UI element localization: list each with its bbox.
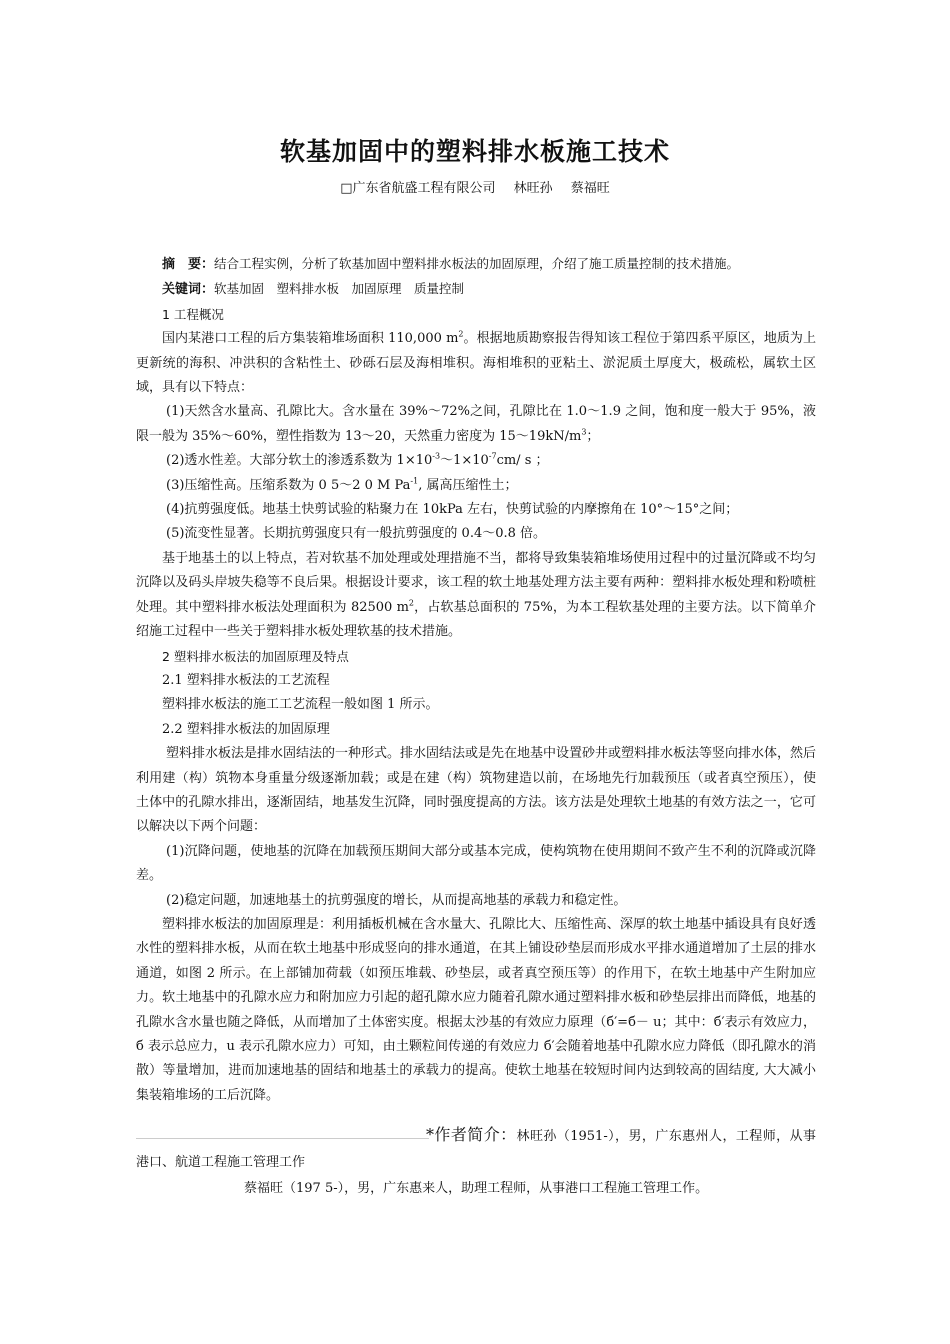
abstract-text: 结合工程实例，分析了软基加固中塑料排水板法的加固原理，介绍了施工质量控制的技术措施。 <box>214 256 740 271</box>
footnote <box>136 1122 816 1202</box>
list-item: (5)流变性显著。长期抗剪强度只有一般抗剪强度的 0.4～0.8 倍。 <box>166 526 547 542</box>
list-item: (1)天然含水量高、孔隙比大。含水量在 39%～72%之间，孔隙比在 1.0～1.9 之间，饱和度一般大于 95%，液限一般为 35%～60%，塑性指数为 13～20，天然重力密度为 $15\sim 19kN/m^3$； <box>136 404 816 444</box>
list-item: (3)压缩性高。压缩系数为 0 5～2 0 M $Pa^{-1}$, 属高压缩性土； <box>166 476 518 493</box>
list-item: (4)抗剪强度低。地基土快剪试验的粘聚力在 10kPa 左右，快剪试验的内摩擦角在 10°～15°之间； <box>166 502 739 518</box>
keywords-text: 软基加固 塑料排水板 加固原理 质量控制 <box>214 281 465 297</box>
abstract <box>136 252 816 277</box>
author-affiliation: □广东省航盛工程有限公司 <box>340 181 496 196</box>
paper-title: 软基加固中的塑料排水板施工技术 <box>279 137 670 166</box>
section-heading: 2 塑料排水板法的加固原理及特点 <box>162 648 349 664</box>
keywords <box>136 277 816 302</box>
paper-body <box>136 252 816 1108</box>
section-heading: 1 工程概况 <box>162 306 224 322</box>
footnote-label: *作者简介： <box>426 1125 517 1144</box>
paragraph: 塑料排水板法的加固原理是：利用插板机械在含水量大、孔隙比大、压缩性高、深厚的软土地基中插设具有良好透水性的塑料排水板，从而在软土地基中形成竖向的排水通道，在其上铺设砂垫层而形成水平排水通道增加了土层的排水通道，如图 2 所示。在上部铺加荷载（如预压堆载、砂垫层，或者真空预压等）的作用下，在软土地基中产生附加应力。软土地基中的孔隙水应力和附加应力引起的超孔隙水应力随着孔隙水通过塑料排水板和砂垫层排出而降低，地基的孔隙水含水量也随之降低，从而增加了土体密实度。根据太沙基的有效应力原理（б′=б－ u；其中：б′表示有效应力，б 表示总应力，u 表示孔隙水应力）可知，由土颗粒间传递的有效应力 б′会随着地基中孔隙水应力降低（即孔隙水的消散）等量增加，进而加速地基的固结和地基土的承载力的提高。使软土地基在较短时间内达到较高的固结度, 大大减小集装箱堆场的工后沉降。 <box>136 916 816 1103</box>
paragraph: 基于地基土的以上特点，若对软基不加处理或处理措施不当，都将导致集装箱堆场使用过程中的过量沉降或不均匀沉降以及码头岸坡失稳等不良后果。根据设计要求，该工程的软土地基处理方法主要有两种：塑料排水板处理和粉喷桩处理。其中塑料排水板法处理面积为 82500 $m^2$，占软基总面积的 75%，为本工程软基处理的主要方法。以下简单介绍施工过程中一些关于塑料排水板处理软基的技术措施。 <box>136 550 816 640</box>
list-item: (2)稳定问题，加速地基土的抗剪强度的增长，从而提高地基的承载力和稳定性。 <box>166 892 627 908</box>
paragraph: 塑料排水板法是排水固结法的一种形式。排水固结法或是先在地基中设置砂井或塑料排水板法等竖向排水体，然后利用建（构）筑物本身重量分级逐渐加载；或是在建（构）筑物建造以前，在场地先行加载预压（或者真空预压），使土体中的孔隙水排出，逐渐固结，地基发生沉降，同时强度提高的方法。该方法是处理软土地基的有效方法之一，它可以解决以下两个问题： <box>136 746 817 835</box>
subsection-heading: 2.1 塑料排水板法的工艺流程 <box>162 672 330 688</box>
footnote-author2: 蔡福旺（197 5-），男，广东惠来人，助理工程师，从事港口工程施工管理工作。 <box>244 1181 709 1196</box>
list-item: (2)透水性差。大部分软土的渗透系数为 $1\times 10^{-3}\sim 1\times 10^{-7}cm/$ s ； <box>166 451 549 469</box>
paragraph: 塑料排水板法的施工工艺流程一般如图 1 所示。 <box>162 697 439 713</box>
subsection-heading: 2.2 塑料排水板法的加固原理 <box>162 721 330 737</box>
author-line <box>0 177 950 196</box>
keywords-label: 关键词： <box>162 282 215 298</box>
author-name: 蔡福旺 <box>570 181 610 196</box>
author-name: 林旺孙 <box>513 181 553 196</box>
abstract-label: 摘 要： <box>162 257 215 272</box>
footnote-author1: 林旺孙（1951-），男，广东惠州人，工程师，从事港口、航道工程施工管理工作 <box>136 1129 816 1170</box>
list-item: (1)沉降问题，使地基的沉降在加载预压期间大部分或基本完成，使构筑物在使用期间不致产生不利的沉降或沉降差。 <box>136 843 816 884</box>
paragraph: 国内某港口工程的后方集装箱堆场面积 110,000 $m^2$。根据地质勘察报告得知该工程位于第四系平原区，地质为上更新统的海积、冲洪积的含粘性土、砂砾石层及海相堆积。海相堆积的亚粘土、淤泥质土厚度大，极疏松，属软土区域，具有以下特点： <box>136 329 816 396</box>
